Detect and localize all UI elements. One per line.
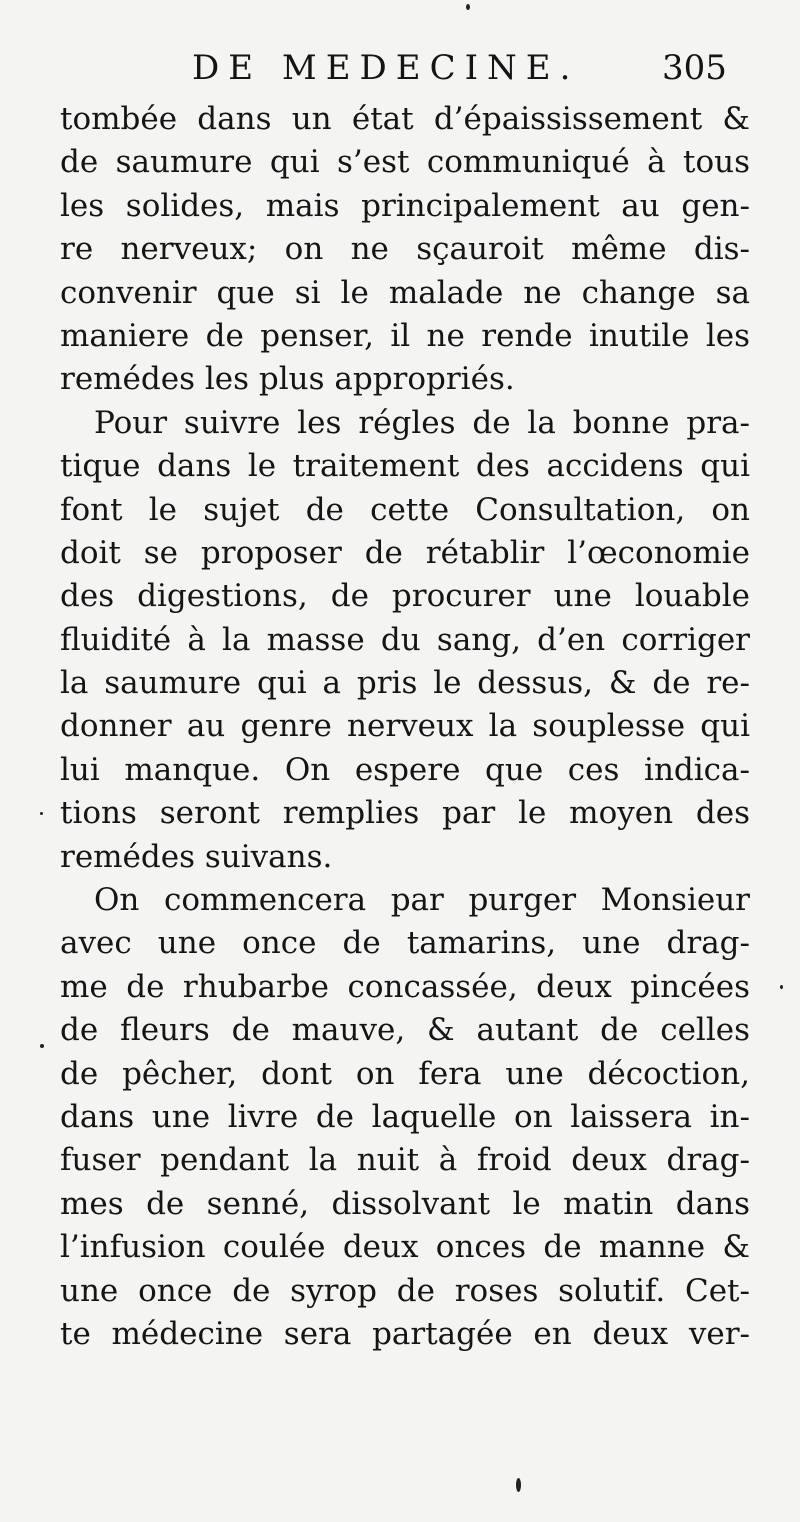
- text-line: doit se proposer de rétablir l’œconomie: [60, 534, 750, 571]
- text-line: tique dans le traitement des accidens qui: [60, 448, 750, 485]
- text-line: une once de syrop de roses solutif. Cet-: [60, 1272, 750, 1309]
- text-line: l’infusion coulée deux onces de manne &: [60, 1229, 750, 1266]
- text-line: donner au genre nerveux la souplesse qui: [60, 708, 750, 745]
- page-header: [0, 48, 800, 100]
- text-line: tions seront remplies par le moyen des: [60, 795, 750, 832]
- page-number: 305: [662, 48, 727, 88]
- ink-speck: [780, 985, 783, 989]
- text-line: lui manque. On espere que ces indica-: [60, 751, 750, 788]
- text-line: maniere de penser, il ne rende inutile les: [60, 317, 750, 354]
- text-line: avec une once de tamarins, une drag-: [60, 925, 750, 962]
- text-line: te médecine sera partagée en deux ver-: [60, 1315, 750, 1352]
- text-line: fuser pendant la nuit à froid deux drag-: [60, 1142, 750, 1179]
- text-line: des digestions, de procurer une louable: [60, 578, 750, 615]
- text-line: mes de senné, dissolvant le matin dans: [60, 1185, 750, 1222]
- text-line: convenir que si le malade ne change sa: [60, 274, 750, 311]
- ink-speck: [40, 812, 43, 815]
- text-line: me de rhubarbe concassée, deux pincées: [60, 968, 750, 1005]
- text-line: de saumure qui s’est communiqué à tous: [60, 144, 750, 181]
- text-line: Pour suivre les régles de la bonne pra-: [94, 404, 750, 441]
- text-line: fluidité à la masse du sang, d’en corriger: [60, 621, 750, 658]
- text-line: On commencera par purger Monsieur: [94, 882, 750, 919]
- text-line: tombée dans un état d’épaississement &: [60, 101, 750, 137]
- text-line: la saumure qui a pris le dessus, & de re-: [60, 665, 750, 702]
- text-line: remédes les plus appropriés.: [60, 361, 515, 398]
- text-line: les solides, mais principalement au gen-: [60, 187, 750, 224]
- text-line: font le sujet de cette Consultation, on: [60, 491, 750, 528]
- ink-speck: [466, 4, 470, 10]
- text-line: remédes suivans.: [60, 838, 333, 875]
- text-line: re nerveux; on ne sçauroit même dis-: [60, 231, 750, 268]
- ink-speck: [516, 1478, 521, 1492]
- running-head: DE MEDECINE.: [192, 48, 580, 88]
- ink-speck: [40, 1044, 44, 1048]
- body-text: [60, 98, 750, 1356]
- text-line: dans une livre de laquelle on laissera in-: [60, 1098, 750, 1135]
- text-line: de fleurs de mauve, & autant de celles: [60, 1012, 750, 1049]
- text-line: de pêcher, dont on fera une décoction,: [60, 1055, 750, 1092]
